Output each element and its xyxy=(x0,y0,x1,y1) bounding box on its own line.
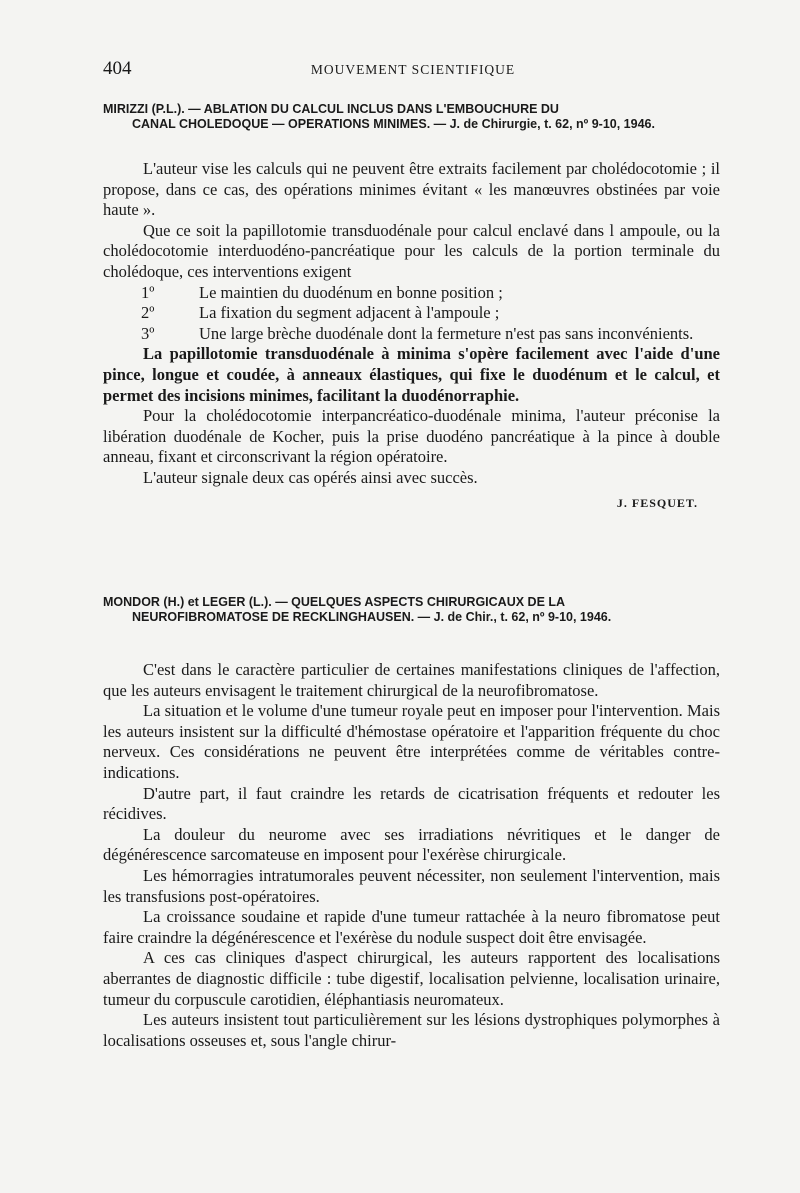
running-title: MOUVEMENT SCIENTIFIQUE xyxy=(310,62,516,77)
list-item xyxy=(103,324,720,345)
article2-paragraph: Les hémorragies intratumorales peuvent nécessiter, non seulement l'intervention, mais les transfusions post-opératoires. xyxy=(103,865,720,906)
article1-paragraph: L'auteur signale deux cas opérés ainsi avec succès. xyxy=(143,467,478,487)
article1-body xyxy=(103,159,720,513)
article2-paragraph: La douleur du neurome avec ses irradiations névritiques et le danger de dégénérescence sarcomateuse en imposent pour l'exérèse chirurgicale. xyxy=(103,824,720,865)
article1-reference-continuation: CANAL CHOLEDOQUE — OPERATIONS MINIMES. — J. de Chirurgie, t. 62, nº 9-10, 1946. xyxy=(132,117,655,131)
list-item-text: Le maintien du duodénum en bonne position ; xyxy=(199,282,503,302)
list-item-number: 2º xyxy=(141,303,155,323)
article1-paragraph: L'auteur vise les calculs qui ne peuvent être extraits facilement par cholédocotomie ; il propose, dans ce cas, des opérations minimes évitant « les manœuvres obstinées par voie haute ». xyxy=(103,159,720,220)
article2-paragraph: La situation et le volume d'une tumeur royale peut en imposer pour l'intervention. Mais les auteurs insistent sur la difficulté d'hémostase opératoire et l'apparition fréquente du choc nerveux. Ces considérations ne peuvent être interprétées comme de véritables contre-indications. xyxy=(103,701,720,782)
article2-reference xyxy=(103,595,720,625)
list-item xyxy=(103,303,720,324)
article2-paragraph: A ces cas cliniques d'aspect chirurgical, les auteurs rapportent des localisations aberrantes de diagnostic difficile : tube digestif, localisation pelvienne, localisation urinaire, tumeur du corpuscule carotidien, éléphantiasis neuromateux. xyxy=(103,948,720,1009)
article2-paragraph: La croissance soudaine et rapide d'une tumeur rattachée à la neuro fibromatose peut faire craindre la dégénérescence et l'exérèse du nodule suspect doit être envisagée. xyxy=(103,907,720,947)
article2-reference-line1: MONDOR (H.) et LEGER (L.). — QUELQUES ASPECTS CHIRURGICAUX DE LA xyxy=(103,595,566,609)
article2-paragraph: Les auteurs insistent tout particulièrement sur les lésions dystrophiques polymorphes à localisations osseuses et, sous l'angle chirur- xyxy=(103,1010,720,1050)
article1-paragraph: Que ce soit la papillotomie transduodénale pour calcul enclavé dans l ampoule, ou la cholédocotomie interduodéno-pancréatique pour les calculs de la portion terminale du cholédoque, ces interventions exigent xyxy=(103,220,720,281)
list-item-number: 3º xyxy=(141,323,155,343)
article2-reference-continuation: NEUROFIBROMATOSE DE RECKLINGHAUSEN. — J. de Chir., t. 62, nº 9-10, 1946. xyxy=(132,610,612,624)
article2-paragraph: D'autre part, il faut craindre les retards de cicatrisation fréquents et redouter les récidives. xyxy=(103,783,720,824)
article1-paragraph: La papillotomie transduodénale à minima s'opère facilement avec l'aide d'une pince, longue et coudée, à anneaux élastiques, qui fixe le duodénum et le calcul, et permet des incisions minimes, facilitant la duodénorraphie. xyxy=(103,344,720,405)
list-item xyxy=(103,283,720,304)
author-signature: J. FESQUET. xyxy=(616,495,698,510)
article1-reference-line1: MIRIZZI (P.L.). — ABLATION DU CALCUL INCLUS DANS L'EMBOUCHURE DU xyxy=(103,102,559,116)
page-header xyxy=(103,58,723,82)
article2-body xyxy=(103,660,720,1051)
list-item-number: 1º xyxy=(141,282,155,302)
page-number: 404 xyxy=(103,58,132,79)
article2-paragraph: C'est dans le caractère particulier de certaines manifestations cliniques de l'affection, que les auteurs envisagent le traitement chirurgical de la neurofibromatose. xyxy=(103,660,720,700)
list-item-text: Une large brèche duodénale dont la fermeture n'est pas sans inconvénients. xyxy=(199,323,694,343)
article1-reference xyxy=(103,102,720,132)
list-item-text: La fixation du segment adjacent à l'ampoule ; xyxy=(199,303,500,323)
article1-paragraph: Pour la cholédocotomie interpancréatico-duodénale minima, l'auteur préconise la libération duodénale de Kocher, puis la prise duodéno pancréatique à la pince à double anneau, fixant et circonscrivant la région opératoire. xyxy=(103,406,720,467)
